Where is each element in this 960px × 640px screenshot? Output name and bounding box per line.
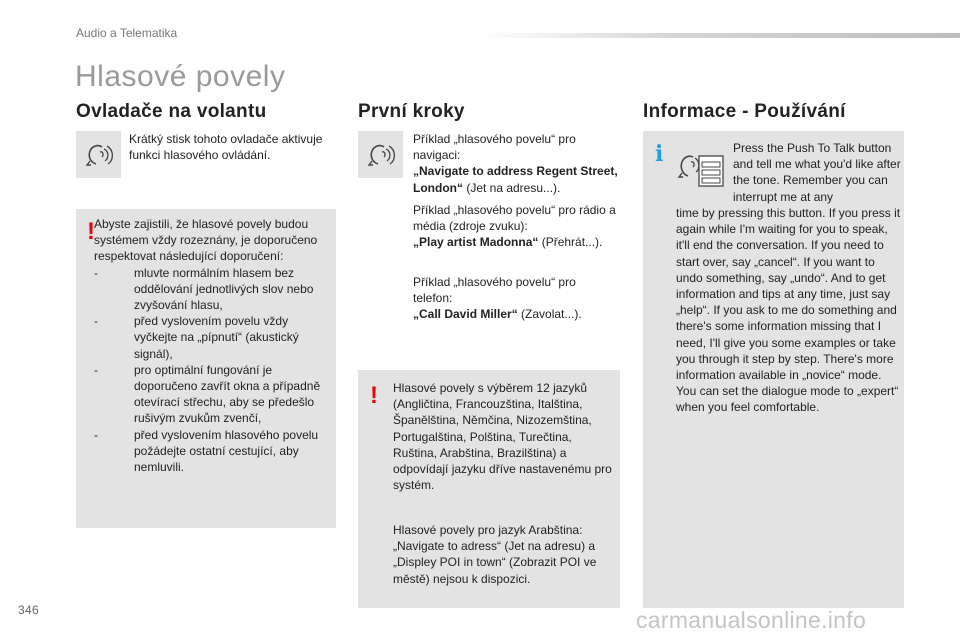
col1-warning-text xyxy=(94,216,328,475)
dash: - xyxy=(94,427,98,442)
bullet-text: pro optimální fungování je doporučeno zavřít okna a případně otevírací střechu, aby se předešlo rušivým zvukům zvenčí, xyxy=(134,362,321,426)
warning-icon: ! xyxy=(87,218,95,245)
section-header: Audio a Telematika xyxy=(76,26,178,40)
col2-title: První kroky xyxy=(358,101,465,122)
col2-example-radio xyxy=(413,202,618,251)
bullet-text: před vyslovením hlasového povelu požádejte ostatní cestující, aby nemluvili. xyxy=(134,427,319,475)
example-command-line xyxy=(413,306,618,322)
col3-title: Informace - Používání xyxy=(643,101,846,122)
voice-button-icon-box-2 xyxy=(358,131,403,178)
example-command: „Call David Miller“ xyxy=(413,307,518,322)
watermark: carmanualsonline.info xyxy=(636,607,867,633)
page-title: Hlasové povely xyxy=(75,60,286,93)
col2-example-phone xyxy=(413,274,618,323)
voice-help-icon xyxy=(675,142,725,188)
voice-menu-icon xyxy=(675,142,725,188)
example-lead: Příklad „hlasového povelu“ pro rádio a média (zdroje zvuku): xyxy=(413,203,616,234)
col2-example-navigation xyxy=(413,131,618,196)
col3-text-top: Press the Push To Talk button and tell me what you'd like after the tone. Remember you can interrupt me at any xyxy=(733,141,901,204)
example-lead: Příklad „hlasového povelu“ pro navigaci: xyxy=(413,132,576,163)
bullet-text: před vyslovením povelu vždy vyčkejte na „pípnutí“ (akustický signál), xyxy=(134,314,299,361)
header-bar xyxy=(480,33,960,38)
warning-icon: ! xyxy=(370,382,378,409)
col1-bullet-list xyxy=(94,265,328,476)
col1-warning-intro: Abyste zajistili, že hlasové povely budou systémem vždy rozeznány, je doporučeno respektovat následující doporučení: xyxy=(94,217,318,264)
example-command: „Navigate to address Regent Street, London“ xyxy=(413,164,618,195)
col3-text-rest: time by pressing this button. If you press it again while I'm waiting for you to speak, it'll end the conversation. If you need to start over, say „cancel“. If you want to undo something, say „undo“. And to get information and tips at any time, just say „help“. If you ask to me do something and there's some information missing that I need, I'll give you some examples or take you through it step by step. There's more information available in „novice“ mode. You can set the dialogue mode to „expert“ when you feel comfortable. xyxy=(676,206,901,415)
example-lead: Příklad „hlasového povelu“ pro telefon: xyxy=(413,275,576,306)
col2-note-arabic: Hlasové povely pro jazyk Arabština: „Navigate to adress“ (Jet na adresu) a „Displey POI in town“ (Zobrazit POI ve městě) nejsou k dispozici. xyxy=(393,523,597,586)
dash: - xyxy=(94,362,98,377)
col2-note-languages: Hlasové povely s výběrem 12 jazyků (Angličtina, Francouzština, Italština, Španělština, Němčina, Nizozemština, Portugalština, Polština, Turečtina, Ruština, Arabština, Brazilština) a odpovídají jazyku dříve nastavenému pro systém. xyxy=(393,381,612,493)
list-item xyxy=(94,427,328,476)
example-command-line xyxy=(413,163,618,195)
info-icon: i xyxy=(655,141,664,167)
list-item xyxy=(94,362,328,427)
voice-command-icon xyxy=(358,131,403,178)
list-item xyxy=(94,265,328,314)
dash: - xyxy=(94,265,98,280)
col1-intro: Krátký stisk tohoto ovladače aktivuje funkci hlasového ovládání. xyxy=(129,132,323,163)
example-translation: (Přehrát...). xyxy=(538,235,603,250)
voice-command-icon xyxy=(76,131,121,178)
voice-button-icon-box xyxy=(76,131,121,178)
example-translation: (Jet na adresu...). xyxy=(462,180,561,195)
example-translation: (Zavolat...). xyxy=(517,307,582,322)
example-command-line xyxy=(413,234,618,250)
dash: - xyxy=(94,314,98,329)
example-command: „Play artist Madonna“ xyxy=(413,235,539,250)
list-item xyxy=(94,313,328,362)
bullet-text: mluvte normálním hlasem bez oddělování jednotlivých slov nebo zvyšování hlasu, xyxy=(134,265,314,313)
page-number: 346 xyxy=(18,603,39,617)
col1-title: Ovladače na volantu xyxy=(76,101,267,122)
